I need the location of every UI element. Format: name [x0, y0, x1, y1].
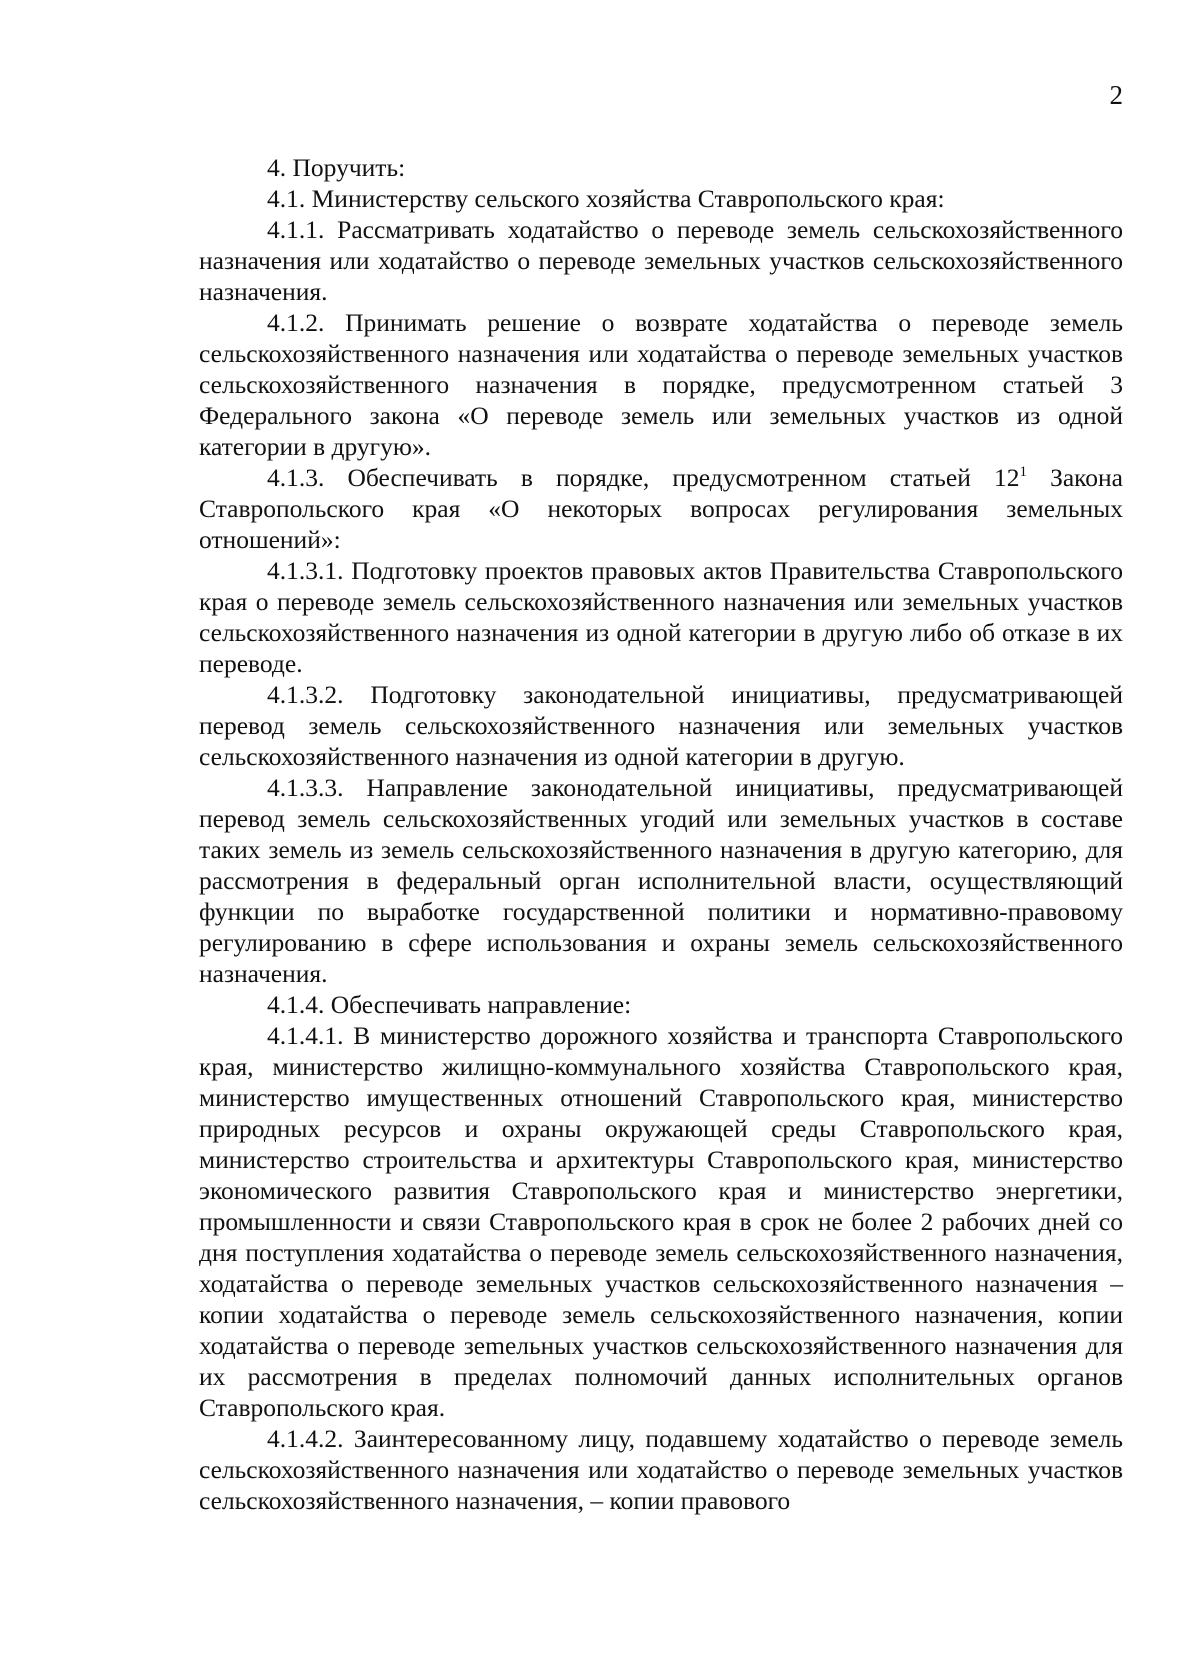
paragraph-4: 4. Поручить: [267, 153, 406, 182]
paragraph-4-1-4-1: 4.1.4.1. В министерство дорожного хозяйства и транспорта Ставропольского края, министерство жилищно-коммунального хозяйства Ставропольского края, министерство имущественных отношений Ставропольского края, министерство природных ресурсов и охраны окружающей среды Ставропольского края, министерство строительства и архитектуры Ставропольского края, министерство экономического развития Ставропольского края и министерство энергетики, промышленности и связи Ставропольского края в срок не более 2 рабочих дней со дня поступления ходатайства о переводе земель сельскохозяйственного назначения, ходатайства о переводе земельных участков сельскохозяйственного назначения – копии ходатайства о переводе земель сельскохозяйственного назначения, копии ходатайства о переводе зеmельных участков сельскохозяйственного назначения для их рассмотрения в пределах полномочий данных исполнительных органов Ставропольского края. [199, 1021, 1123, 1422]
paragraph-4-1-3-text-start: 4.1.3. Обеспечивать в порядке, предусмотренном статьей 12 [267, 463, 1020, 492]
paragraph-4-1-3-3: 4.1.3.3. Направление законодательной инициативы, предусматривающей перевод земель сельскохозяйственных угодий или земельных участков в составе таких земель из земель сельскохозяйственного назначения в другую категорию, для рассмотрения в федеральный орган исполнительной власти, осуществляющий функции по выработке государственной политики и нормативно-правовому регулированию в сфере использования и охраны земель сельскохозяйственного назначения. [199, 773, 1123, 988]
paragraph-4-1-4: 4.1.4. Обеспечивать направление: [267, 990, 632, 1019]
paragraph-4-1-3-1: 4.1.3.1. Подготовку проектов правовых актов Правительства Ставропольского края о переводе земель сельскохозяйственного назначения или земельных участков сельскохозяйственного назначения из одной категории в другую либо об отказе в их переводе. [199, 556, 1123, 678]
page-number: 2 [1109, 80, 1123, 110]
paragraph-4-1-1: 4.1.1. Рассматривать ходатайство о переводе земель сельскохозяйственного назначения или ходатайство о переводе земельных участков сельскохозяйственного назначения. [199, 215, 1123, 306]
paragraph-4-1-2: 4.1.2. Принимать решение о возврате ходатайства о переводе земель сельскохозяйственного назначения или ходатайства о переводе земельных участков сельскохозяйственного назначения в порядке, предусмотренном статьей 3 Федерального закона «О переводе земель или земельных участков из одной категории в другую». [199, 308, 1123, 461]
paragraph-4-1-3-text-end: Закона Ставропольского края «О некоторых вопросах регулирования земельных отношений»: [199, 463, 1123, 554]
paragraph-4-1-4-2: 4.1.4.2. Заинтересованному лицу, подавшему ходатайство о переводе земель сельскохозяйственного назначения или ходатайство о переводе земельных участков сельскохозяйственного назначения, – копии правового [199, 1424, 1123, 1515]
paragraph-4-1-3-2: 4.1.3.2. Подготовку законодательной инициативы, предусматривающей перевод земель сельскохозяйственного назначения или земельных участков сельскохозяйственного назначения из одной категории в другую. [199, 680, 1123, 771]
article-superscript: 1 [1019, 464, 1027, 480]
document-body [199, 152, 1123, 1516]
paragraph-4-1-3 [199, 462, 1123, 555]
paragraph-4-1: 4.1. Министерству сельского хозяйства Ставропольского края: [267, 184, 945, 213]
